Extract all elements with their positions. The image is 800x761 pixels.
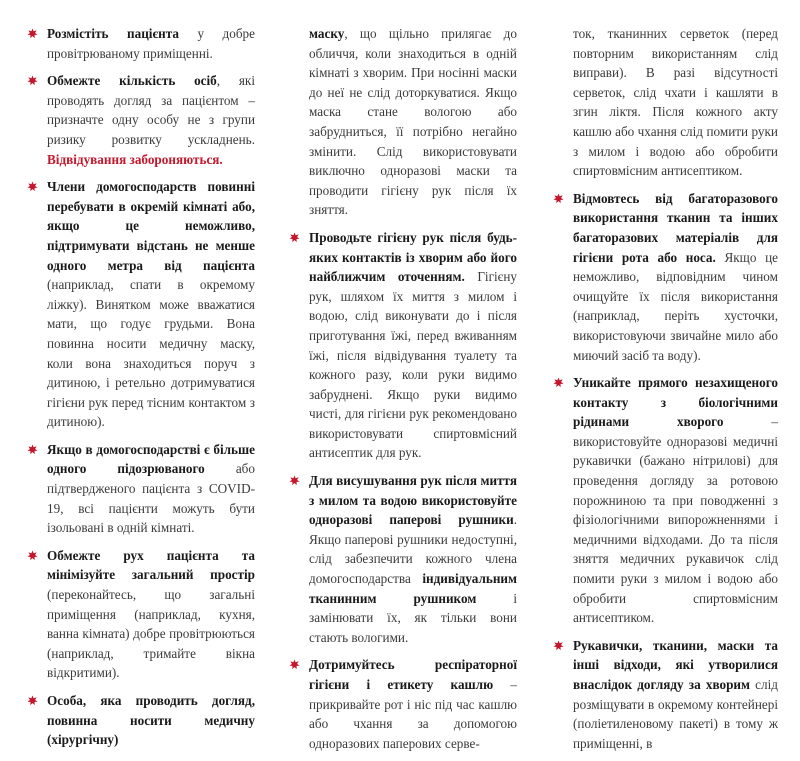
bullet-item-hand-hygiene: [289, 228, 517, 463]
item-text: Якщо це неможливо, відповідним чином очищуйте їх після використання (наприклад, періть хусточки, використовуючи звичайне мило або миючий засіб та воду).: [573, 249, 778, 363]
red-star-bullet-icon: [27, 695, 38, 706]
continued-item-napkins: [553, 24, 778, 181]
item-emphasis: індивідуальним тканинним рушником: [309, 571, 517, 606]
item-heading: Рукавички, тканини, маски та інші відходи, які утворилися внаслідок догляду за хворим: [573, 637, 778, 692]
red-star-bullet-icon: [27, 181, 38, 192]
bullet-item-cough-etiquette: [289, 655, 517, 753]
item-heading: Дотримуйтесь респіраторної гігієни і етикету кашлю: [309, 657, 517, 692]
red-star-bullet-icon: [27, 550, 38, 561]
item-text: і замінювати їх, як тільки вони стають вологими.: [309, 590, 517, 645]
red-star-bullet-icon: [553, 193, 564, 204]
red-star-bullet-icon: [289, 232, 300, 243]
item-heading: Розмістіть пацієнта: [47, 26, 179, 41]
item-heading: Якщо в домогосподарстві є більше одного підозрюваного: [47, 441, 255, 477]
item-text: у добре провітрюваному приміщенні.: [47, 26, 255, 61]
item-text: . Якщо паперові рушники недоступні, слід забезпечити кожного члена домогосподарства: [309, 512, 517, 587]
bullet-item-caregiver-mask: [27, 691, 255, 750]
item-text: , що щільно прилягає до обличчя, коли знаходиться в одній кімнаті з хворим. При носінні маски до неї не слід доторкуватися. Якщо маска стане вологою або забрудниться, її потрібно негайно змінити. Слід використовувати виключно одноразові маски та проводити гігієну рук після їх зняття.: [309, 26, 517, 218]
bullet-item-limit-movement: [27, 546, 255, 683]
item-heading: Обмежте рух пацієнта та мінімізуйте загальний простір: [47, 547, 255, 583]
item-heading: Відмовтесь від багаторазового використання тканин та інших багаторазових матеріалів для гігієни рота або носа.: [573, 190, 778, 265]
item-text: (наприклад, спати в окремому ліжку). Винятком може вважатися мати, що годує грудьми. Вона повинна носити медичну маску, коли вона знаходиться поруч з дитиною, і ретельно дотримуватися гігієни рук перед тісним контактом з дитиною).: [47, 277, 255, 430]
bullet-item-paper-towels: [289, 471, 517, 647]
visits-forbidden-warning: Відвідування забороняються.: [47, 151, 223, 167]
item-text: – використовуйте одноразові медичні рукавички (бажано нітрилові) для проведення догляду за ротовою порожниною та при поводженні з фізіологічними випорожненнями і медичними відходами. До та після зняття медичних рукавичок слід помити руки з милом і водою або обробити спиртовмісним антисептиком.: [573, 414, 778, 626]
item-heading: Уникайте прямого незахищеного контакту з біологічними рідинами хворого: [573, 375, 778, 430]
item-text: Гігієну рук, шляхом їх миття з милом і водою, слід виконувати до і після приготування їжі, перед вживанням їжі, після відвідування туалету та кожного разу, коли руки видимо забруднені. Якщо руки видимо чисті, для гігієни рук рекомендовано використовувати спиртовмісний антисептик для рук.: [309, 269, 517, 461]
item-heading: Особа, яка проводить догляд, повинна носити медичну (хірургічну): [47, 693, 255, 748]
item-text: , які проводять догляд за пацієнтом – призначте одну особу не з групи ризику розвитку ускладнень.: [47, 73, 255, 147]
red-star-bullet-icon: [553, 377, 564, 388]
bullet-item-multiple-patients: [27, 440, 255, 538]
item-heading: Обмежте кількість осіб: [47, 73, 217, 89]
item-heading: маску: [309, 26, 345, 41]
bullet-item-waste-disposal: [553, 636, 778, 754]
item-heading: Члени домогосподарств повинні перебувати в окремій кімнаті або, якщо це неможливо, підтримувати відстань не менше одного метра від пацієнта: [47, 179, 255, 273]
item-text: ток, тканинних серветок (перед повторним використанням слід виправи). В разі відсутності серветок, слід чхати і кашляти в згин ліктя. Після кожного акту кашлю або чхання слід помити руки з милом і водою або обробити спиртовмісним антисептиком.: [573, 26, 778, 179]
item-text: (переконайтесь, що загальні приміщення (наприклад, кухня, ванна кімната) добре провітрюються (наприклад, тримайте вікна відкритими).: [47, 587, 255, 681]
red-star-bullet-icon: [27, 444, 38, 455]
item-heading: Проводьте гігієну рук після будь-яких контактів із хворим або його найближчим оточенням.: [309, 229, 517, 285]
column-3: [553, 24, 778, 761]
red-star-bullet-icon: [27, 75, 38, 86]
column-1: [27, 24, 255, 758]
red-star-bullet-icon: [553, 640, 564, 651]
item-text: або підтвердженого пацієнта з COVID-19, всі пацієнти можуть бути ізольовані в одній кімнаті.: [47, 461, 255, 536]
red-star-bullet-icon: [289, 659, 300, 670]
item-text: – прикривайте рот і ніс під час кашлю або чхання за допомогою одноразових паперових серве-: [309, 677, 517, 751]
bullet-item-separate-room: [27, 177, 255, 432]
bullet-item-reusable-materials: [553, 189, 778, 365]
bullet-item-limit-persons: [27, 71, 255, 169]
continued-item-mask: [289, 24, 517, 220]
red-star-bullet-icon: [289, 475, 300, 486]
bullet-item-avoid-contact: [553, 373, 778, 628]
item-heading: Для висушування рук після миття з милом та водою використовуйте одноразові паперові рушники: [309, 473, 517, 528]
item-text: слід розміщувати в окремому контейнері (поліетиленовому пакеті) в тому ж приміщенні, в: [573, 677, 778, 751]
bullet-item-place-patient: [27, 24, 255, 63]
column-2: [289, 24, 517, 761]
red-star-bullet-icon: [27, 28, 38, 39]
